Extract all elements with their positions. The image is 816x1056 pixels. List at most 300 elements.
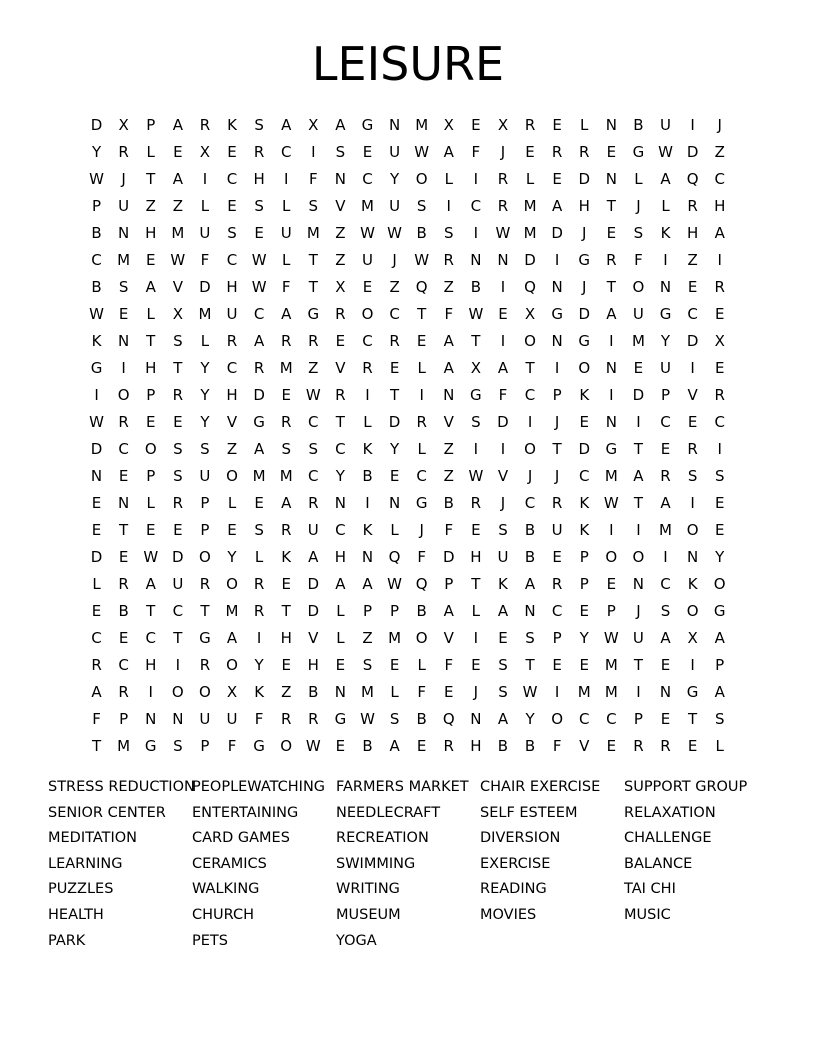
grid-letter: A [389,737,400,755]
grid-letter: H [686,224,699,242]
grid-letter: L [715,737,724,755]
grid-letter: A [660,629,671,647]
grid-letter: G [415,494,428,512]
grid-letter: R [280,521,292,539]
grid-letter: O [578,359,591,377]
grid-letter: W [603,629,619,647]
grid-letter: I [690,359,695,377]
grid-letter: E [335,656,346,674]
grid-letter: N [443,386,455,404]
grid-letter: C [660,575,671,593]
grid-letter: R [172,386,184,404]
grid-letter: S [471,413,481,431]
letter-grid [83,112,735,760]
word-list-item: DIVERSION [480,830,561,847]
grid-letter: J [473,683,479,701]
grid-letter: Y [389,170,400,188]
grid-row [83,301,735,328]
grid-letter: E [91,602,102,620]
grid-letter: S [173,332,183,350]
grid-letter: Z [226,440,238,458]
grid-letter: E [118,548,129,566]
grid-letter: N [659,278,672,296]
grid-letter: O [686,602,699,620]
grid-letter: Q [686,170,699,188]
grid-letter: B [308,683,319,701]
word-list-item: WALKING [192,881,260,898]
grid-letter: R [253,359,265,377]
grid-letter: R [253,602,265,620]
grid-letter: R [362,359,373,377]
grid-letter: T [552,440,562,458]
grid-letter: W [251,251,267,269]
grid-letter: T [606,197,616,215]
grid-letter: M [523,224,537,242]
grid-letter: C [714,170,725,188]
grid-letter: D [578,170,591,188]
grid-letter: W [468,305,484,323]
grid-letter: F [471,143,481,161]
grid-letter: J [419,521,424,539]
grid-letter: X [470,359,481,377]
grid-letter: U [226,305,238,323]
grid-letter: T [633,494,643,512]
grid-letter: R [118,575,129,593]
grid-letter: N [605,170,617,188]
word-list-item: MEDITATION [48,830,138,847]
grid-letter: N [118,494,130,512]
grid-letter: D [307,602,320,620]
grid-letter: Z [714,143,725,161]
grid-letter: R [280,710,292,728]
grid-letter: R [443,251,454,269]
grid-letter: I [365,494,370,512]
grid-letter: U [199,710,211,728]
grid-letter: E [525,143,535,161]
grid-letter: C [551,602,563,620]
grid-letter: B [91,278,102,296]
grid-letter: C [91,251,102,269]
grid-letter: C [606,710,617,728]
grid-letter: I [473,629,479,647]
grid-letter: I [609,332,614,350]
grid-letter: C [226,359,238,377]
grid-letter: W [305,386,321,404]
grid-letter: A [281,494,292,512]
grid-letter: B [497,737,509,755]
grid-letter: Y [200,413,210,431]
grid-letter: I [202,170,208,188]
grid-letter: M [577,683,591,701]
grid-letter: J [500,494,506,512]
grid-letter: R [172,494,184,512]
grid-letter: S [498,521,508,539]
grid-letter: P [633,710,643,728]
grid-letter: N [551,278,563,296]
word-list-item: CHAIR EXERCISE [480,779,601,795]
grid-letter: I [365,386,370,404]
grid-letter: W [495,224,511,242]
grid-letter: L [417,359,426,377]
grid-letter: M [604,467,618,485]
grid-letter: G [686,683,699,701]
grid-letter: T [525,359,535,377]
grid-letter: K [660,224,671,242]
grid-letter: P [200,737,210,755]
grid-row [83,706,735,733]
grid-letter: X [308,116,319,134]
grid-letter: T [471,332,481,350]
grid-letter: O [226,575,238,593]
grid-letter: A [145,575,156,593]
grid-letter: D [632,386,645,404]
grid-letter: L [336,602,345,620]
word-list-item: WRITING [336,881,400,898]
grid-row [83,571,735,598]
grid-letter: S [714,710,725,728]
grid-letter: A [308,548,319,566]
grid-letter: S [118,278,129,296]
word-list-item: MOVIES [480,906,537,923]
grid-letter: Y [227,548,237,566]
grid-letter: M [631,332,645,350]
word-column [48,775,195,954]
grid-letter: S [254,521,264,539]
grid-letter: H [470,737,482,755]
grid-letter: M [225,602,239,620]
grid-letter: B [416,710,427,728]
grid-letter: F [227,737,237,755]
grid-letter: M [388,629,402,647]
grid-letter: D [497,413,509,431]
grid-letter: E [471,116,481,134]
grid-letter: I [148,683,153,701]
grid-letter: N [388,116,401,134]
grid-letter: B [416,602,427,620]
grid-letter: E [714,494,725,512]
grid-letter: R [443,737,454,755]
grid-letter: G [334,710,347,728]
grid-letter: G [361,116,374,134]
word-column [336,775,480,954]
word-list-item: YOGA [336,932,377,949]
word-list-item: SENIOR CENTER [48,804,166,821]
grid-letter: G [144,737,157,755]
grid-letter: M [171,224,185,242]
grid-letter: L [580,116,589,134]
grid-letter: K [579,386,590,404]
grid-letter: L [634,170,643,188]
grid-row [83,112,735,139]
grid-letter: P [146,116,156,134]
grid-letter: S [281,440,291,458]
grid-letter: E [606,143,617,161]
grid-letter: P [579,548,589,566]
grid-letter: L [336,629,345,647]
grid-letter: N [605,413,617,431]
grid-letter: Q [442,710,455,728]
grid-letter: L [444,170,453,188]
grid-letter: E [254,224,264,242]
grid-letter: I [311,143,316,161]
grid-letter: Q [388,548,401,566]
grid-letter: A [443,332,454,350]
grid-letter: C [226,251,238,269]
grid-letter: N [470,251,482,269]
grid-letter: V [579,737,590,755]
grid-letter: D [442,548,455,566]
grid-letter: X [335,278,346,296]
grid-letter: I [690,494,695,512]
grid-letter: H [226,278,238,296]
grid-letter: I [690,116,695,134]
grid-letter: B [118,602,129,620]
grid-letter: O [713,575,726,593]
grid-letter: D [199,278,211,296]
grid-letter: I [446,197,451,215]
grid-letter: X [118,116,129,134]
grid-letter: N [551,332,563,350]
grid-letter: Z [308,359,319,377]
grid-letter: C [118,440,129,458]
grid-letter: A [335,575,346,593]
grid-letter: A [443,602,454,620]
grid-letter: C [280,143,292,161]
grid-letter: L [661,197,670,215]
grid-letter: T [335,413,345,431]
grid-letter: S [173,737,183,755]
grid-row [83,679,735,706]
grid-letter: W [251,278,267,296]
grid-letter: J [500,143,506,161]
grid-letter: F [552,737,562,755]
grid-letter: D [578,440,591,458]
grid-letter: R [470,494,482,512]
grid-letter: E [714,359,725,377]
grid-letter: E [118,629,129,647]
grid-row [83,328,735,355]
grid-letter: T [146,332,156,350]
grid-letter: R [199,656,211,674]
grid-letter: S [687,467,698,485]
grid-letter: G [307,305,320,323]
grid-letter: A [172,116,183,134]
grid-letter: M [415,116,429,134]
grid-letter: I [663,548,668,566]
grid-letter: U [280,224,292,242]
grid-letter: E [471,521,481,539]
grid-letter: E [91,494,102,512]
grid-letter: R [497,197,509,215]
grid-letter: M [117,251,131,269]
grid-letter: R [660,467,671,485]
grid-letter: E [173,521,183,539]
grid-letter: X [714,332,725,350]
grid-letter: I [500,278,506,296]
grid-letter: D [307,575,320,593]
grid-letter: L [146,143,155,161]
grid-letter: O [686,521,699,539]
grid-letter: F [308,170,318,188]
grid-letter: N [524,602,536,620]
grid-letter: Z [443,278,454,296]
grid-letter: I [94,386,99,404]
grid-letter: D [524,251,536,269]
word-list-item: HEALTH [48,906,104,923]
grid-letter: C [172,602,184,620]
grid-letter: G [713,602,726,620]
grid-letter: O [280,737,293,755]
grid-letter: E [498,305,508,323]
grid-letter: P [200,494,210,512]
grid-letter: A [497,710,509,728]
grid-letter: Y [254,656,264,674]
grid-letter: G [470,386,482,404]
grid-letter: I [609,386,614,404]
grid-letter: O [551,710,564,728]
grid-letter: D [90,116,103,134]
grid-letter: I [473,440,479,458]
grid-letter: U [226,710,238,728]
grid-letter: H [714,197,726,215]
grid-letter: A [524,575,536,593]
grid-letter: B [470,278,481,296]
grid-letter: L [282,251,291,269]
grid-letter: A [714,683,725,701]
word-list-item: CERAMICS [192,855,267,872]
grid-letter: F [444,656,454,674]
grid-letter: T [308,278,318,296]
grid-letter: I [554,251,560,269]
grid-letter: N [388,494,401,512]
grid-letter: V [226,413,238,431]
grid-letter: Z [145,197,156,215]
grid-letter: E [281,386,291,404]
grid-row [83,598,735,625]
grid-letter: G [578,332,591,350]
grid-letter: L [146,305,155,323]
grid-letter: H [280,629,292,647]
grid-letter: Y [200,359,210,377]
grid-letter: S [498,683,508,701]
grid-letter: H [334,548,347,566]
grid-letter: E [145,251,156,269]
grid-letter: E [335,332,346,350]
grid-letter: D [686,143,699,161]
grid-letter: U [389,197,401,215]
grid-letter: M [198,305,212,323]
grid-letter: C [687,305,698,323]
grid-letter: T [308,251,318,269]
grid-letter: E [714,521,725,539]
grid-letter: U [660,116,671,134]
grid-letter: E [145,413,156,431]
grid-letter: I [283,170,289,188]
grid-letter: M [604,656,618,674]
grid-letter: K [91,332,102,350]
grid-letter: B [524,548,536,566]
grid-letter: H [470,548,482,566]
grid-letter: N [118,224,130,242]
grid-letter: U [199,224,211,242]
grid-row [83,544,735,571]
grid-letter: S [714,467,725,485]
grid-letter: S [227,224,237,242]
grid-letter: O [117,386,130,404]
grid-letter: U [632,305,644,323]
grid-letter: Y [525,710,535,728]
grid-letter: I [636,413,641,431]
grid-letter: L [417,656,426,674]
grid-letter: R [524,116,536,134]
grid-letter: T [173,629,183,647]
grid-letter: W [387,224,402,242]
grid-letter: R [551,494,563,512]
grid-letter: L [417,440,426,458]
grid-letter: C [308,413,319,431]
grid-letter: G [253,737,265,755]
grid-letter: H [145,224,157,242]
grid-letter: S [308,197,319,215]
grid-letter: A [497,602,509,620]
grid-letter: M [604,683,618,701]
grid-letter: C [660,413,671,431]
grid-letter: R [118,683,129,701]
grid-letter: E [552,656,562,674]
grid-row [83,382,735,409]
grid-letter: P [552,629,562,647]
grid-letter: I [636,683,641,701]
grid-letter: V [687,386,698,404]
grid-letter: H [578,197,590,215]
word-list-item: PETS [192,932,228,949]
grid-letter: Z [443,440,454,458]
grid-letter: S [498,656,508,674]
grid-letter: T [146,602,156,620]
grid-letter: T [200,602,210,620]
grid-letter: I [717,440,722,458]
grid-letter: S [660,602,671,620]
grid-letter: P [552,386,562,404]
grid-letter: Y [715,548,725,566]
word-list-item: PEOPLEWATCHING [192,779,326,795]
grid-letter: I [554,359,560,377]
grid-letter: E [579,413,589,431]
grid-letter: A [281,305,292,323]
grid-letter: E [145,521,156,539]
page-title: LEISURE [311,37,505,91]
grid-letter: E [416,332,427,350]
grid-letter: J [717,116,722,134]
grid-letter: Z [335,251,346,269]
grid-letter: I [609,521,614,539]
grid-letter: N [497,251,509,269]
grid-letter: W [414,143,430,161]
grid-row [83,517,735,544]
grid-letter: E [91,521,102,539]
grid-letter: O [632,548,645,566]
grid-letter: Y [579,629,589,647]
grid-letter: Z [389,278,400,296]
grid-letter: C [578,710,590,728]
grid-letter: K [687,575,698,593]
grid-letter: C [335,521,346,539]
grid-letter: A [91,683,102,701]
grid-letter: E [227,143,237,161]
grid-letter: E [362,278,373,296]
grid-letter: F [254,710,264,728]
grid-letter: G [659,305,672,323]
